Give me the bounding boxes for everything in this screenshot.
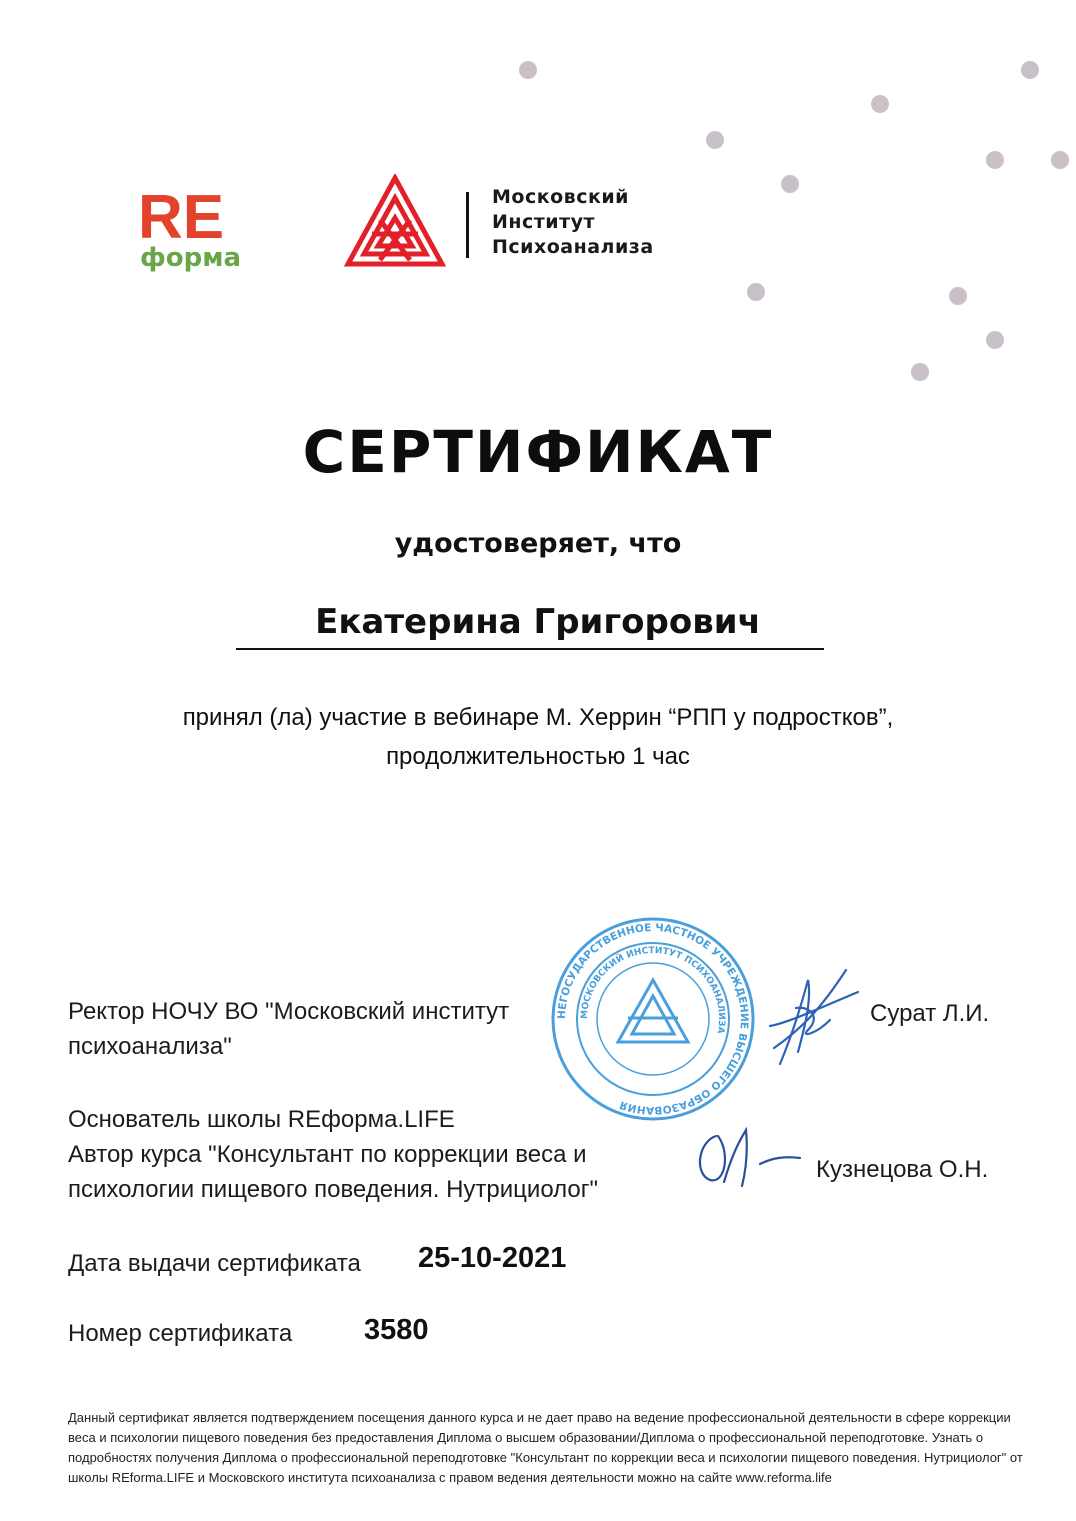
recipient-name: Екатерина Григорович — [315, 602, 761, 642]
reforma-logo-forma: форма — [140, 243, 242, 273]
reforma-logo — [136, 178, 266, 278]
certificate-number-label: Номер сертификата — [68, 1320, 293, 1347]
reforma-logo-re: RE — [138, 183, 225, 252]
institute-name-line3: Психоанализа — [492, 236, 654, 258]
institute-name-line1: Московский — [492, 186, 629, 208]
certificate-number-value: 3580 — [364, 1314, 429, 1346]
recipient-underline — [236, 648, 824, 650]
issue-date-label: Дата выдачи сертификата — [68, 1250, 361, 1277]
rector-signature — [760, 960, 870, 1070]
rector-title: Ректор НОЧУ ВО "Московский институт психоанализа" — [68, 998, 510, 1060]
certifies-text: удостоверяет, что — [394, 528, 682, 559]
founder-signature — [690, 1122, 810, 1192]
description-line2: продолжительностью 1 час — [386, 743, 690, 770]
founder-name: Кузнецова О.Н. — [816, 1156, 989, 1183]
founder-line2: Автор курса "Консультант по коррекции веса и — [68, 1141, 587, 1168]
issue-date-value: 25-10-2021 — [418, 1242, 567, 1274]
institute-triangle-icon — [344, 174, 446, 270]
logo-divider — [466, 192, 469, 258]
description-line1: принял (ла) участие в вебинаре М. Херрин “РПП у подростков”, — [182, 704, 894, 731]
founder-title — [68, 1102, 598, 1207]
institute-stamp — [548, 914, 758, 1124]
reforma-logo-mark — [136, 178, 266, 278]
founder-line3: психологии пищевого поведения. Нутрициолог" — [68, 1176, 599, 1203]
stamp-outer-text: НЕГОСУДАРСТВЕННОЕ ЧАСТНОЕ УЧРЕЖДЕНИЕ ВЫСШЕГО ОБРАЗОВАНИЯ — [555, 921, 751, 1117]
founder-line1: Основатель школы REформа.LIFE — [68, 1106, 455, 1133]
disclaimer-text: Данный сертификат является подтверждением посещения данного курса и не дает право на ведение профессиональной деятельности в сфере коррекции веса и психологии пищевого поведения без предоставления Диплома о высшем образовании/Диплома о профессиональной переподготовке. Узнать о подробностях получения Диплома о профессиональной переподготовке "Консультант по коррекции веса и психологии пищевого поведения. Нутрициолог" от школы REforma.LIFE и Московского института психоанализа с правом ведения деятельности можно на сайте www.reforma.life — [68, 1410, 1023, 1485]
certificate-title: СЕРТИФИКАТ — [302, 418, 774, 486]
rector-name: Сурат Л.И. — [870, 1000, 990, 1027]
svg-text:МОСКОВСКИЙ ИНСТИТУТ ПСИХОАНАЛИ — [580, 946, 726, 1034]
institute-name-line2: Институт — [492, 211, 596, 233]
stamp-inner-text: МОСКОВСКИЙ ИНСТИТУТ ПСИХОАНАЛИЗА — [579, 945, 727, 1035]
